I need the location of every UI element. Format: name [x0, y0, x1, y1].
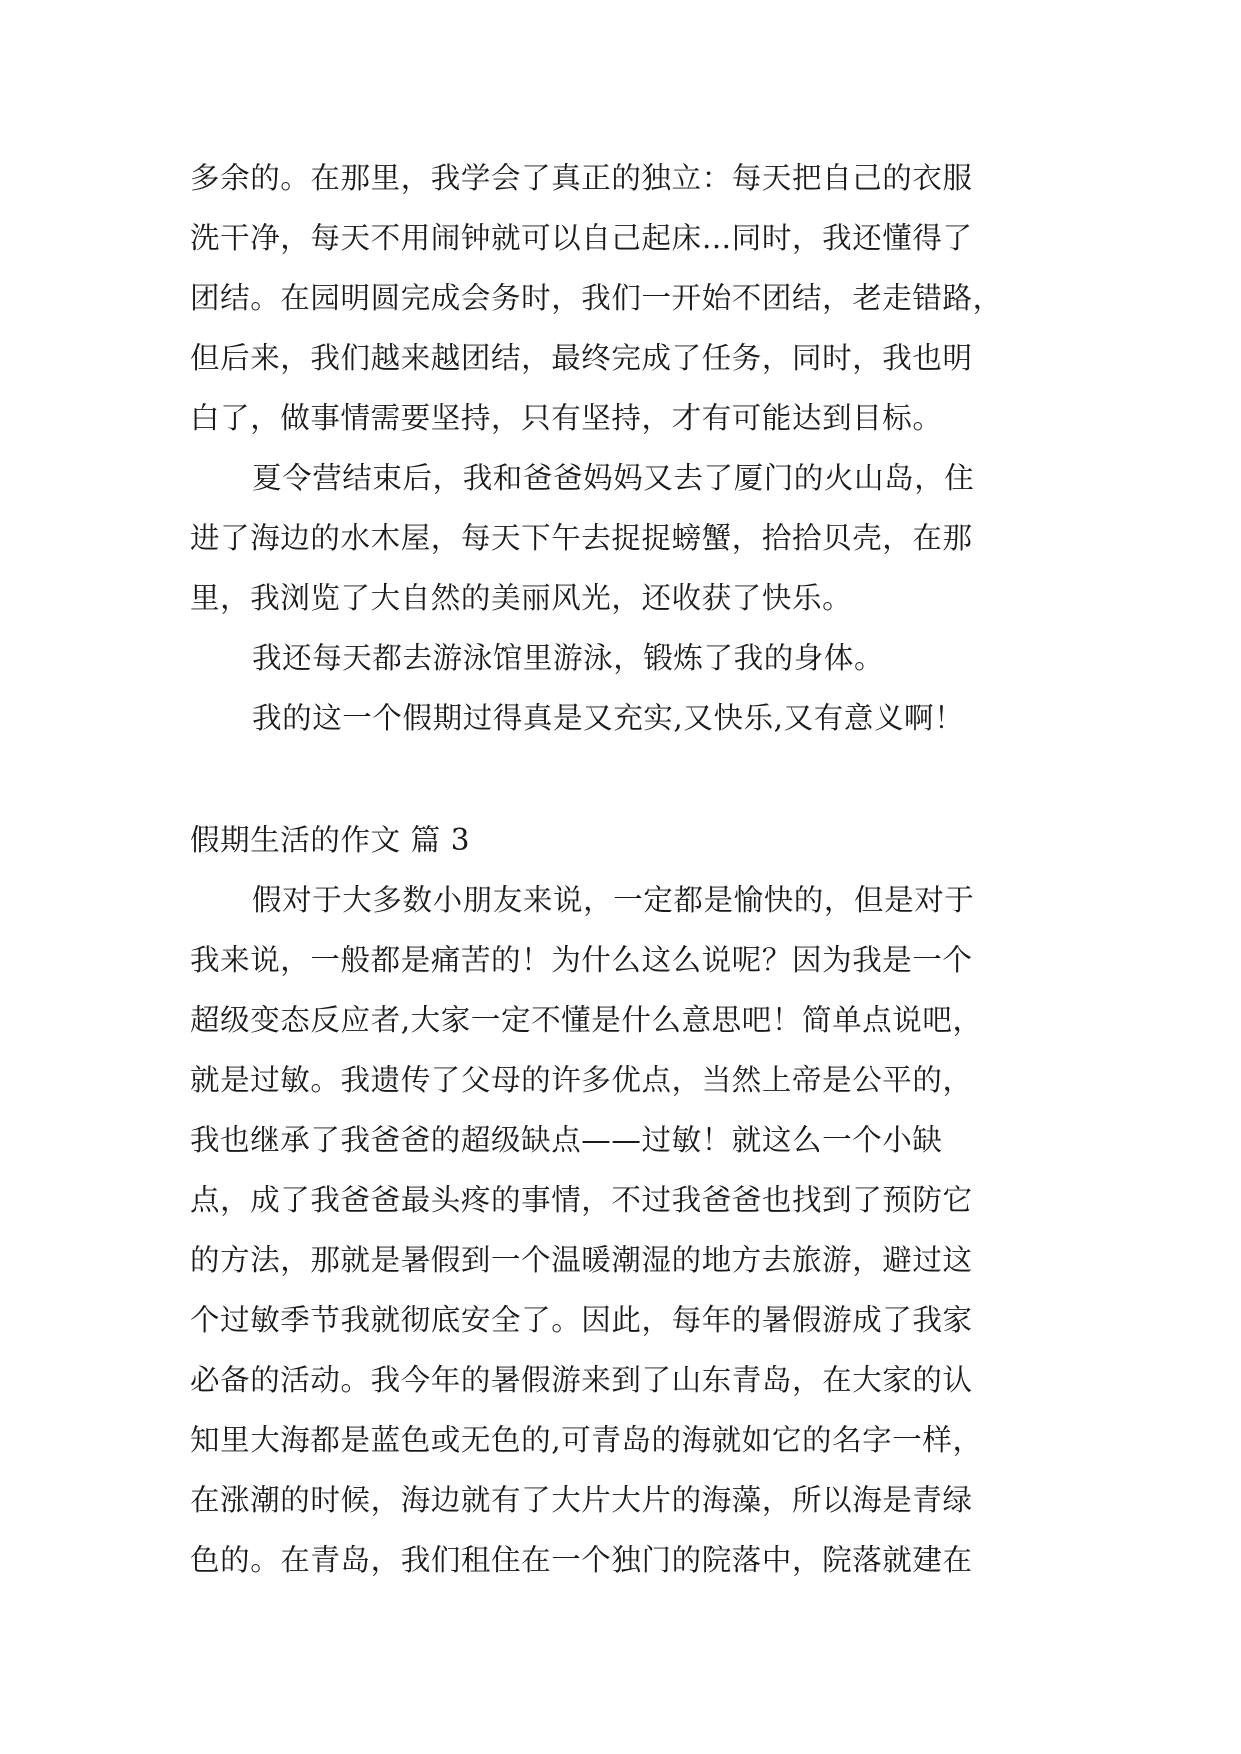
text-line: 假对于大多数小朋友来说，一定都是愉快的，但是对于 — [252, 883, 975, 917]
paragraph-xiamen-trip — [190, 448, 1050, 628]
text-line: 进了海边的水木屋，每天下午去捉捉螃蟹，拾拾贝壳，在那 — [190, 521, 973, 555]
text-line: 里，我浏览了大自然的美丽风光，还收获了快乐。 — [190, 581, 853, 615]
text-line: 夏令营结束后，我和爸爸妈妈又去了厦门的火山岛，住 — [252, 461, 975, 495]
text-line: 点，成了我爸爸最头疼的事情，不过我爸爸也找到了预防它 — [190, 1183, 973, 1217]
essay-heading: 假期生活的作文 篇 3 — [190, 823, 471, 857]
paragraph-conclusion — [190, 688, 1050, 748]
text-line: 我的这一个假期过得真是又充实,又快乐,又有意义啊！ — [252, 701, 965, 735]
paragraph-swimming — [190, 628, 1050, 688]
text-line: 但后来，我们越来越团结，最终完成了任务，同时，我也明 — [190, 341, 973, 375]
text-line: 我还每天都去游泳馆里游泳，锻炼了我的身体。 — [252, 641, 885, 675]
paragraph-independence — [190, 148, 1050, 448]
section-spacer — [190, 748, 1050, 810]
text-line: 多余的。在那里，我学会了真正的独立：每天把自己的衣服 — [190, 161, 973, 195]
text-line: 洗干净，每天不用闹钟就可以自己起床…同时，我还懂得了 — [190, 221, 973, 255]
text-line: 的方法，那就是暑假到一个温暖潮湿的地方去旅游，避过这 — [190, 1243, 973, 1277]
text-line: 白了，做事情需要坚持，只有坚持，才有可能达到目标。 — [190, 401, 943, 435]
text-line: 色的。在青岛，我们租住在一个独门的院落中，院落就建在 — [190, 1543, 973, 1577]
document-page — [190, 148, 1050, 1590]
text-line: 我来说，一般都是痛苦的！为什么这么说呢？因为我是一个 — [190, 943, 973, 977]
text-line: 团结。在园明圆完成会务时，我们一开始不团结，老走错路， — [190, 281, 1003, 315]
text-line: 在涨潮的时候，海边就有了大片大片的海藻，所以海是青绿 — [190, 1483, 973, 1517]
paragraph-allergy-story — [190, 870, 1050, 1590]
text-line: 就是过敏。我遗传了父母的许多优点，当然上帝是公平的， — [190, 1063, 973, 1097]
text-line: 必备的活动。我今年的暑假游来到了山东青岛，在大家的认 — [190, 1363, 973, 1397]
text-line: 知里大海都是蓝色或无色的,可青岛的海就如它的名字一样， — [190, 1423, 983, 1457]
text-line: 个过敏季节我就彻底安全了。因此，每年的暑假游成了我家 — [190, 1303, 973, 1337]
text-line: 我也继承了我爸爸的超级缺点——过敏！就这么一个小缺 — [190, 1123, 943, 1157]
text-line: 超级变态反应者,大家一定不懂是什么意思吧！简单点说吧， — [190, 1003, 983, 1037]
